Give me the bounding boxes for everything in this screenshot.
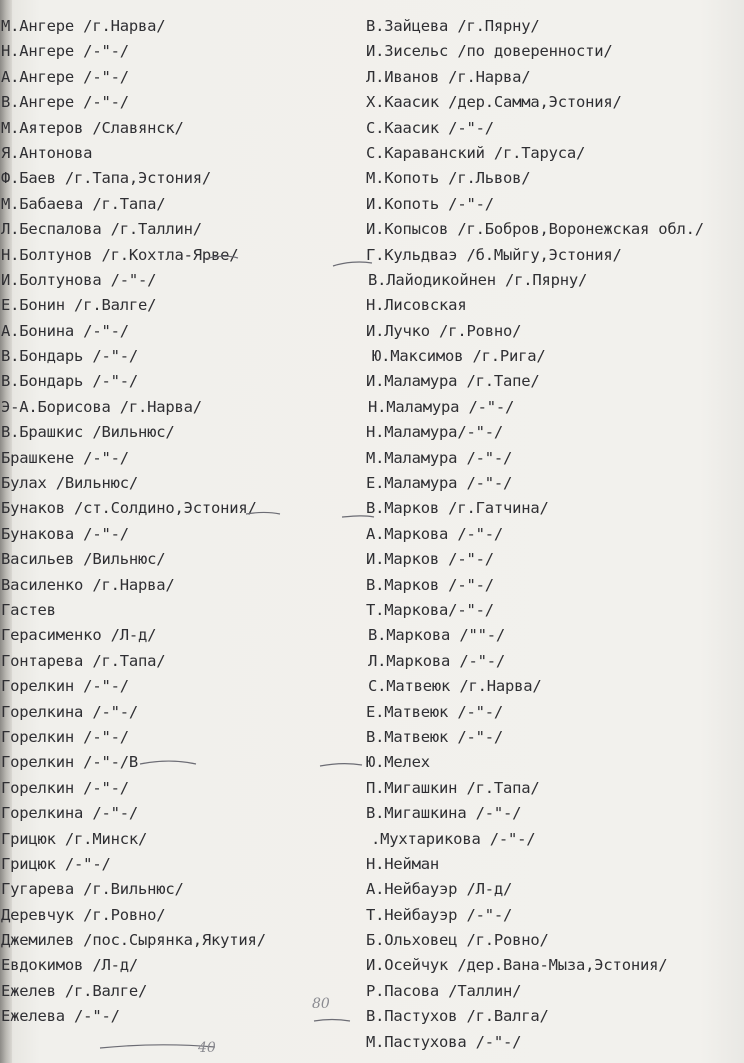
right-column-entry: В.Пастухов /г.Валга/ bbox=[366, 1007, 549, 1026]
right-column-entry: М.Пастухова /-"-/ bbox=[366, 1032, 522, 1051]
pencil-note-bottom: 40 bbox=[198, 1040, 216, 1056]
left-column-entry: Булах /Вильнюс/ bbox=[1, 474, 138, 493]
right-column-entry: И.Осейчук /дер.Вана-Мыза,Эстония/ bbox=[366, 956, 668, 975]
right-column-entry: В.Марков /-"-/ bbox=[366, 575, 494, 594]
left-column-entry: Грицюк /-"-/ bbox=[1, 854, 111, 873]
left-column-entry: Бунакова /-"-/ bbox=[1, 524, 129, 543]
left-column-entry: М.Ангере /г.Нарва/ bbox=[1, 17, 166, 35]
left-column-entry: Гастев bbox=[1, 600, 56, 619]
left-column-entry: Васильев /Вильнюс/ bbox=[1, 550, 166, 569]
right-column-entry: И.Маламура /г.Тапе/ bbox=[366, 372, 540, 391]
left-column-entry: Горелкина /-"-/ bbox=[1, 804, 138, 823]
left-column-entry: Герасименко /Л-д/ bbox=[1, 626, 157, 645]
right-column-entry: Ю.Мелех bbox=[366, 753, 430, 772]
right-column-entry: И.Копоть /-"-/ bbox=[366, 194, 494, 213]
right-column-entry: Н.Нейман bbox=[366, 854, 440, 873]
left-column-entry: М.Аятеров /Славянск/ bbox=[1, 118, 184, 137]
right-column-entry: М.Копоть /г.Львов/ bbox=[366, 169, 531, 188]
left-column-entry: В.Бондарь /-"-/ bbox=[1, 372, 138, 391]
left-column-entry: Я.Антонова bbox=[1, 143, 93, 162]
left-column-entry: А.Ангере /-"-/ bbox=[1, 67, 129, 86]
left-column-entry: Ежелева /-"-/ bbox=[1, 1007, 120, 1026]
left-column-entry: Евдокимов /Л-д/ bbox=[1, 956, 138, 975]
left-column-entry: Л.Беспалова /г.Таллин/ bbox=[1, 220, 202, 239]
right-column-entry: М.Маламура /-"-/ bbox=[366, 448, 513, 467]
left-column-entry: Э-А.Борисова /г.Нарва/ bbox=[1, 397, 202, 416]
right-column-entry: Б.Ольховец /г.Ровно/ bbox=[366, 931, 549, 950]
right-column-entry: Г.Кульдваэ /б.Мыйгу,Эстония/ bbox=[366, 245, 622, 264]
left-column-entry: Гонтарева /г.Тапа/ bbox=[1, 651, 166, 670]
right-column-entry: А.Нейбауэр /Л-д/ bbox=[366, 880, 513, 899]
right-column-entry: Т.Маркова/-"-/ bbox=[366, 600, 494, 619]
left-column-entry: В.Брашкис /Вильнюс/ bbox=[1, 423, 175, 442]
right-column-entry: С.Каасик /-"-/ bbox=[366, 118, 494, 137]
right-column-entry: И.Копысов /г.Бобров,Воронежская обл./ bbox=[366, 220, 704, 239]
left-column-entry: Н.Ангере /-"-/ bbox=[1, 42, 129, 61]
right-column-entry: Р.Пасова /Таллин/ bbox=[366, 981, 522, 1000]
left-column-entry: Джемилев /пос.Сырянка,Якутия/ bbox=[1, 931, 266, 950]
left-column-entry: Брашкене /-"-/ bbox=[1, 448, 129, 467]
left-column-entry: И.Болтунова /-"-/ bbox=[1, 270, 157, 289]
right-column-entry: Н.Маламура /-"-/ bbox=[368, 397, 515, 416]
right-column-entry: Е.Маламура /-"-/ bbox=[366, 474, 513, 493]
right-column-entry: Н.Маламура/-"-/ bbox=[366, 423, 503, 442]
right-column-entry: Л.Иванов /г.Нарва/ bbox=[366, 67, 531, 86]
right-column-entry: В.Зайцева /г.Пярну/ bbox=[366, 17, 540, 35]
right-column-entry: Л.Маркова /-"-/ bbox=[368, 651, 505, 670]
left-column-entry: Бунаков /ст.Солдино,Эстония/ bbox=[1, 499, 257, 518]
left-column-entry: М.Бабаева /г.Тапа/ bbox=[1, 194, 166, 213]
right-column-entry: И.Марков /-"-/ bbox=[366, 550, 494, 569]
left-column-list bbox=[0, 14, 330, 1030]
pencil-note-middle: 80 bbox=[312, 996, 330, 1012]
right-column-entry: Т.Нейбауэр /-"-/ bbox=[366, 905, 513, 924]
right-column-entry: Х.Каасик /дер.Самма,Эстония/ bbox=[366, 93, 622, 112]
right-column-entry: В.Лайодикойнен /г.Пярну/ bbox=[368, 270, 588, 289]
right-column-entry: .Мухтарикова /-"-/ bbox=[371, 829, 536, 848]
left-column-entry: Е.Бонин /г.Валге/ bbox=[1, 296, 157, 315]
left-column-entry: В.Ангере /-"-/ bbox=[1, 93, 129, 112]
right-column-entry: Н.Лисовская bbox=[366, 296, 467, 315]
right-column-entry: В.Марков /г.Гатчина/ bbox=[366, 499, 549, 518]
right-column-entry: Ю.Максимов /г.Рига/ bbox=[372, 347, 546, 366]
left-column-entry: В.Бондарь /-"-/ bbox=[1, 347, 138, 366]
left-column-entry: Деревчук /г.Ровно/ bbox=[1, 905, 166, 924]
left-column-entry: Горелкин /-"-/ bbox=[1, 677, 129, 696]
right-column-entry: В.Матвеюк /-"-/ bbox=[366, 727, 503, 746]
right-column-list bbox=[366, 14, 742, 1055]
left-column-entry: Н.Болтунов /г.Кохтла-Ярве/ bbox=[1, 245, 239, 264]
right-column-entry: В.Маркова /""-/ bbox=[368, 626, 505, 645]
right-column-entry: С.Матвеюк /г.Нарва/ bbox=[368, 677, 542, 696]
right-column-entry: П.Мигашкин /г.Тапа/ bbox=[366, 778, 540, 797]
left-column-entry: Горелкин /-"-/ bbox=[1, 727, 129, 746]
right-column-entry: С.Караванский /г.Таруса/ bbox=[366, 143, 586, 162]
right-column-entry: В.Мигашкина /-"-/ bbox=[366, 804, 522, 823]
left-column-entry: А.Бонина /-"-/ bbox=[1, 321, 129, 340]
right-column-entry: И.Лучко /г.Ровно/ bbox=[366, 321, 522, 340]
right-column-entry: А.Маркова /-"-/ bbox=[366, 524, 503, 543]
left-column-entry: Горелкин /-"-/В bbox=[1, 753, 138, 772]
left-column-entry: Ф.Баев /г.Тапа,Эстония/ bbox=[1, 169, 212, 188]
left-column-entry: Горелкин /-"-/ bbox=[1, 778, 129, 797]
left-column-entry: Василенко /г.Нарва/ bbox=[1, 575, 175, 594]
left-column-entry: Ежелев /г.Валге/ bbox=[1, 981, 148, 1000]
left-column-entry: Гугарева /г.Вильнюс/ bbox=[1, 880, 184, 899]
left-column-entry: Грицюк /г.Минск/ bbox=[1, 829, 148, 848]
left-column-entry: Горелкина /-"-/ bbox=[1, 702, 138, 721]
right-column-entry: И.Зисельс /по доверенности/ bbox=[366, 42, 613, 61]
right-column-entry: Е.Матвеюк /-"-/ bbox=[366, 702, 503, 721]
